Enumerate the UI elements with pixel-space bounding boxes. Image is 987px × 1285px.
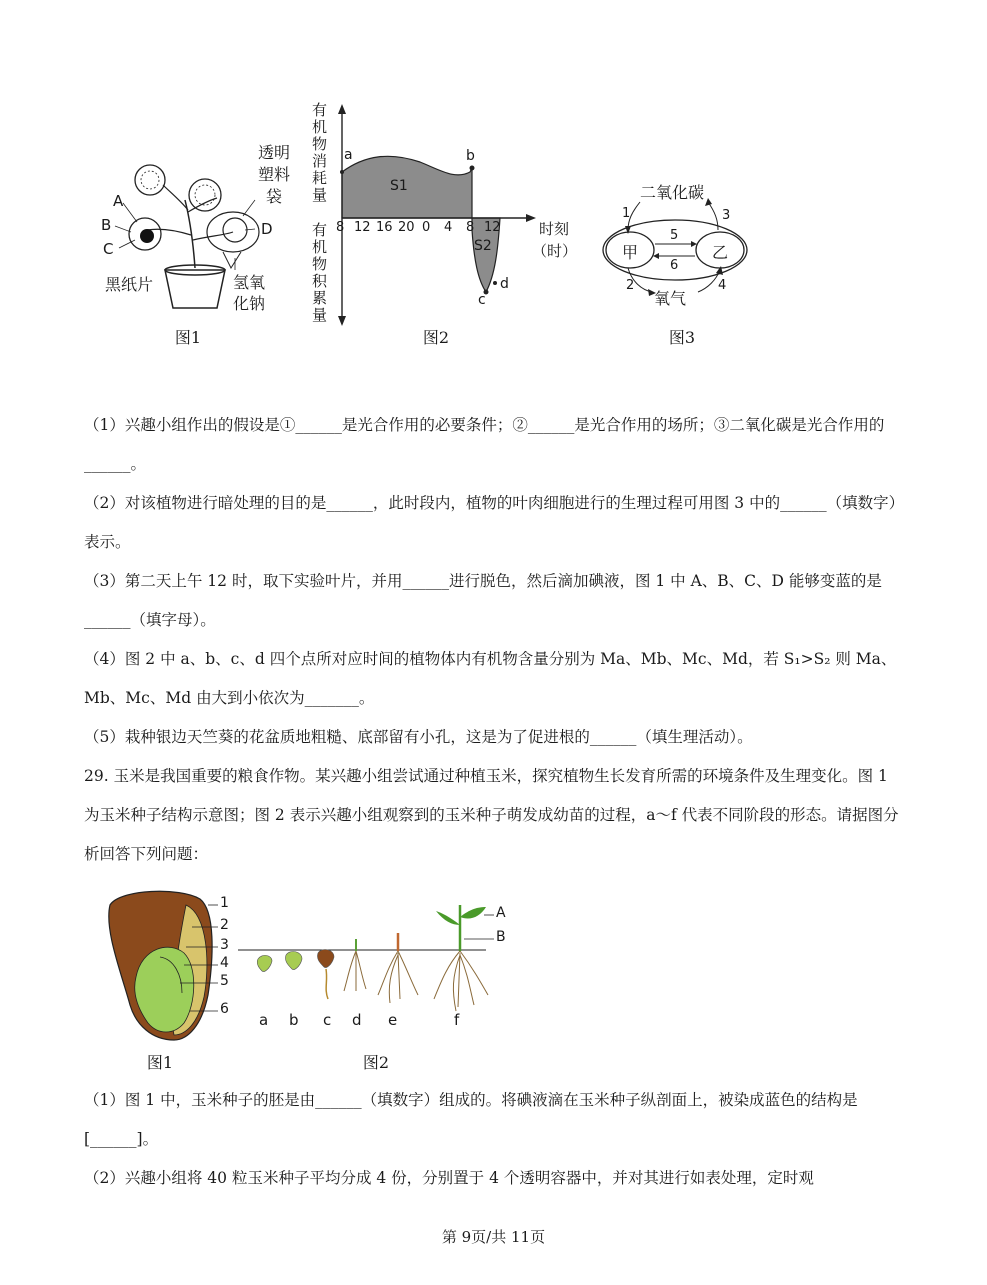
bottom-fig2-caption: 图2 — [362, 1053, 390, 1072]
label-naoh: 氢氧化钠 — [233, 273, 266, 313]
label-a: A — [113, 192, 124, 210]
q29-item-2: （2）兴趣小组将 40 粒玉米种子平均分成 4 份，分别置于 4 个透明容器中，并对其进行如表处理，定时观 — [84, 1169, 814, 1187]
bottom-fig1-caption: 图1 — [146, 1053, 174, 1072]
label-plastic-bag: 透明塑料袋 — [257, 143, 290, 206]
stage-a-seed — [257, 955, 272, 971]
point-b-label: b — [466, 148, 475, 164]
leaf-top-left — [135, 165, 165, 195]
q28-item-4: （4）图 2 中 a、b、c、d 四个点所对应时间的植物体内有机物含量分别为 Ma、Mb、Mc、Md，若 S₁>S₂ 则 Ma、Mb、Mc、Md 由大到小依次为_______。 — [84, 650, 897, 707]
seed-label-2: 2 — [220, 917, 229, 933]
x-axis-label: 时刻（时） — [532, 220, 578, 260]
stage-a-label: a — [259, 1011, 269, 1029]
stage-f-label: f — [454, 1011, 460, 1029]
seed-label-5: 5 — [220, 973, 229, 989]
black-paper-patch — [140, 229, 154, 243]
q29-block — [84, 1081, 902, 1198]
germination-stages — [238, 895, 518, 1035]
q28-block — [84, 406, 902, 874]
area-s2-label: S2 — [474, 238, 492, 254]
q29-item-1: （1）图 1 中，玉米种子的胚是由______（填数字）组成的。将碘液滴在玉米种子纵剖面上，被染成蓝色的结构是[______]。 — [84, 1091, 858, 1148]
stage-c-label: c — [323, 1011, 332, 1029]
label-b: B — [101, 216, 112, 234]
marker-a: A — [496, 905, 506, 921]
q28-item-5: （5）栽种银边天竺葵的花盆质地粗糙、底部留有小孔，这是为了促进根的______（填生理活动）。 — [84, 728, 753, 746]
arrow-3-label: 3 — [722, 208, 731, 223]
arrow-1-label: 1 — [622, 206, 631, 221]
seed-label-1: 1 — [220, 895, 229, 911]
arrow-6-label: 6 — [670, 258, 679, 273]
x-ticks: 8 12 16 20 0 4 8 12 — [336, 220, 501, 235]
stage-c-seed — [317, 950, 334, 968]
stage-e-label: e — [388, 1011, 398, 1029]
top-fig2-caption: 图2 — [422, 328, 450, 347]
point-d — [493, 281, 497, 285]
y-label-lower: 有机物积累量 — [312, 221, 328, 324]
top-fig3-caption: 图3 — [668, 328, 696, 347]
stage-b-label: b — [289, 1011, 299, 1029]
arrow-4-label: 4 — [718, 278, 727, 293]
y-label-upper: 有机物消耗量 — [312, 101, 328, 204]
point-c-label: c — [478, 292, 486, 308]
seed-label-3: 3 — [220, 937, 229, 953]
leaf-d — [223, 218, 247, 242]
q28-item-1: （1）兴趣小组作出的假设是①______是光合作用的必要条件；②______是光合作用的场所；③二氧化碳是光合作用的______。 — [84, 416, 885, 473]
top-fig2 — [310, 100, 600, 340]
arrow-5-label: 5 — [670, 228, 679, 243]
top-fig3 — [600, 178, 760, 308]
point-a-label: a — [344, 147, 353, 163]
stage-b-seed — [285, 952, 302, 970]
point-b — [470, 166, 475, 171]
top-fig1-caption: 图1 — [174, 328, 202, 347]
point-d-label: d — [500, 276, 509, 292]
o2-label: 氧气 — [654, 289, 687, 308]
label-d: D — [261, 220, 273, 238]
q29-intro: 29. 玉米是我国重要的粮食作物。某兴趣小组尝试通过种植玉米，探究植物生长发育所需的环境条件及生理变化。图 1 为玉米种子结构示意图；图 2 表示兴趣小组观察到的玉米种子萌发成幼苗的过程，a～f 代表不同阶段的形态。请据图分析回答下列问题： — [84, 767, 899, 863]
label-black-paper: 黑纸片 — [105, 275, 154, 294]
yi-label: 乙 — [712, 243, 729, 262]
area-s1-label: S1 — [390, 178, 408, 194]
label-c: C — [103, 240, 114, 258]
marker-b: B — [496, 929, 506, 945]
top-fig1 — [95, 140, 305, 350]
bottom-fig2 — [238, 895, 518, 1035]
page-footer: 第 9页/共 11页 — [441, 1228, 546, 1246]
seed-label-4: 4 — [220, 955, 229, 971]
co2-label: 二氧化碳 — [640, 183, 705, 202]
bottom-fig1 — [100, 885, 250, 1045]
q28-item-3: （3）第二天上午 12 时，取下实验叶片，并用______进行脱色，然后滴加碘液，图 1 中 A、B、C、D 能够变蓝的是______（填字母）。 — [84, 572, 882, 629]
q28-item-2: （2）对该植物进行暗处理的目的是______，此时段内，植物的叶肉细胞进行的生理过程可用图 3 中的______（填数字）表示。 — [84, 494, 897, 551]
stage-d-label: d — [352, 1011, 362, 1029]
seed-label-6: 6 — [220, 1001, 229, 1017]
leaf-top-right — [189, 179, 221, 211]
jia-label: 甲 — [622, 243, 639, 262]
arrow-2-label: 2 — [626, 278, 635, 293]
